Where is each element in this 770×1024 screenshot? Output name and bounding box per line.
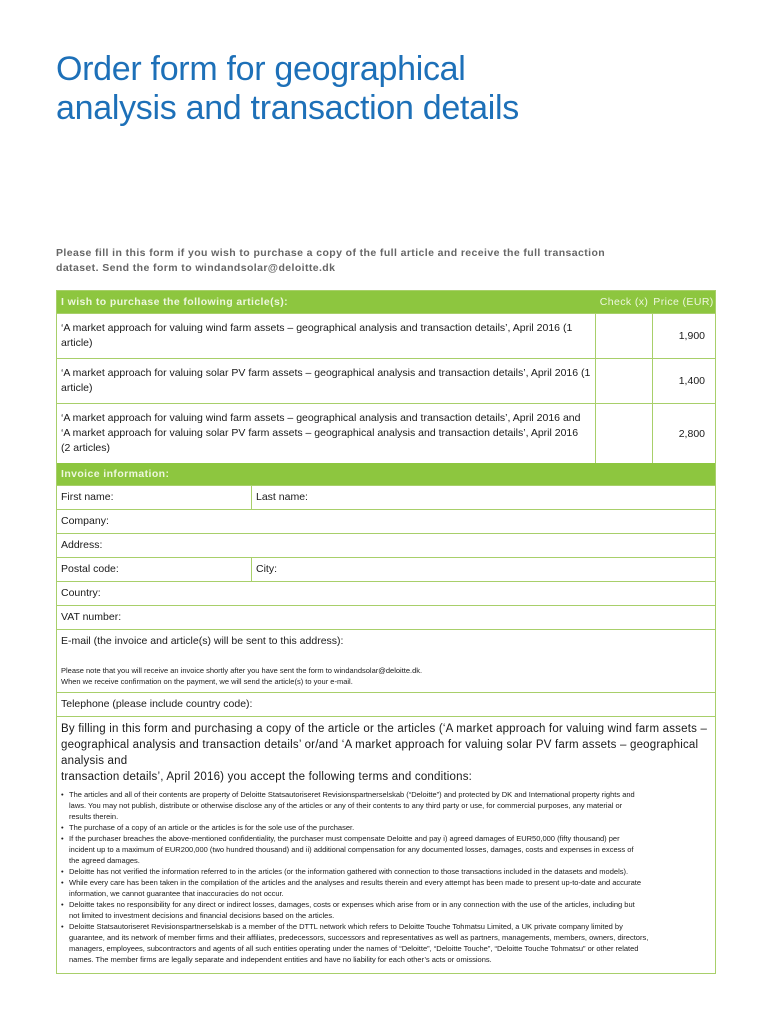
- first-name-field[interactable]: First name:: [57, 486, 252, 509]
- article-check-box-both[interactable]: [595, 404, 652, 463]
- address-row: [57, 533, 715, 557]
- terms-item: [61, 833, 711, 866]
- city-field[interactable]: City:: [256, 563, 277, 575]
- terms-item-line: • Deloitte Statsautoriseret Revisionspartnerselskab is a member of the DTTL network which refers to Deloitte Touche Tohmatsu Limited, a UK private company limited by: [69, 922, 623, 931]
- terms-item-line: managers, employees, subcontractors and agents of all such entities operating under the names of “Deloitte”, “Deloitte Touche”, “Deloitte Touche Tohmatsu” or other related: [69, 944, 639, 953]
- article-check-box-wind[interactable]: [595, 314, 652, 358]
- order-form: [56, 290, 716, 974]
- page-title: [56, 50, 519, 128]
- vat-number-field[interactable]: VAT number:: [61, 611, 122, 623]
- country-field[interactable]: Country:: [61, 587, 101, 599]
- terms-item-line: • While every care has been taken in the compilation of the articles and the analyses and results therein and every attempt has been made to present up-to-date and accurate: [69, 878, 642, 887]
- terms-item: [61, 899, 711, 921]
- article-description: [57, 404, 595, 463]
- terms-item-line: • Deloitte takes no responsibility for any direct or indirect losses, damages, costs or expenses which arise from or in any connection with the use of the articles, including but: [69, 900, 635, 909]
- article-description-line: (2 articles): [61, 442, 111, 454]
- intro-line-2: dataset. Send the form to windandsolar@deloitte.dk: [56, 262, 336, 274]
- article-description: [57, 359, 595, 403]
- terms-item-line: laws. You may not publish, distribute or otherwise disclose any of the articles or any of their contents to any third party or use, for commercial purposes, any material or: [69, 801, 623, 810]
- name-row: [57, 485, 715, 509]
- last-name-field[interactable]: Last name:: [256, 491, 308, 503]
- check-column-header: Check (x): [599, 296, 649, 308]
- terms-item-line: • The purchase of a copy of an article or the articles is for the sole use of the purchaser.: [69, 823, 355, 832]
- invoice-note: [57, 653, 715, 692]
- article-description-line: ‘A market approach for valuing solar PV farm assets – geographical analysis and transaction details’, April 2016 (1 article): [61, 367, 591, 394]
- terms-intro: [61, 721, 711, 785]
- terms-item-line: the agreed damages.: [69, 856, 140, 865]
- article-price: 1,900: [652, 314, 715, 358]
- price-column-header: Price (EUR): [653, 296, 714, 308]
- company-row: [57, 509, 715, 533]
- terms-item-line: • The articles and all of their contents are property of Deloitte Statsautoriseret Revisionspartnerselskab (“Deloitte”) and protected by DK and International property rights and: [69, 790, 635, 799]
- terms-item-line: guarantee, and its network of member firms and their affiliates, predecessors, successors and representatives as well as partners, managements, members, owners, directors,: [69, 933, 649, 942]
- terms-item: [61, 866, 711, 877]
- terms-intro-line: By filling in this form and purchasing a copy of the article or the articles (‘A market approach for valuing wind farm assets –: [61, 723, 708, 735]
- email-field[interactable]: E-mail (the invoice and article(s) will be sent to this address):: [61, 635, 344, 647]
- article-price: 2,800: [652, 404, 715, 463]
- terms-item-line: • If the purchaser breaches the above-mentioned confidentiality, the purchaser must compensate Deloitte and pay i) agreed damages of EUR50,000 (fifty thousand) per: [69, 834, 620, 843]
- company-field[interactable]: Company:: [61, 515, 109, 527]
- terms-item: [61, 822, 711, 833]
- invoice-note-line: Please note that you will receive an invoice shortly after you have sent the form to windandsolar@deloitte.dk.: [61, 666, 423, 675]
- terms-intro-line: transaction details’, April 2016) you accept the following terms and conditions:: [61, 771, 473, 783]
- terms-item-line: results therein.: [69, 812, 119, 821]
- telephone-row: [57, 692, 715, 716]
- telephone-field[interactable]: Telephone (please include country code):: [61, 698, 253, 710]
- terms-item-line: names. The member firms are legally separate and independent entities and have no liability for each other’s acts or omissions.: [69, 955, 492, 964]
- terms-intro-line: geographical analysis and transaction details’ or/and ‘A market approach for valuing solar PV farm assets – geographical analysis and: [61, 739, 699, 767]
- terms-item-line: not limited to investment decisions and financial decisions based on the articles.: [69, 911, 335, 920]
- article-description-line: ‘A market approach for valuing solar PV farm assets – geographical analysis and transaction details’, April 2016: [61, 427, 579, 439]
- article-row-both: [57, 403, 715, 463]
- terms-item-line: • Deloitte has not verified the information referred to in the articles (or the information gathered with connection to those transactions included in the datasets and models).: [69, 867, 629, 876]
- invoice-note-line: When we receive confirmation on the payment, we will send the article(s) to your e-mail.: [61, 677, 353, 686]
- articles-header: [57, 291, 715, 313]
- terms-item-line: incident up to a maximum of EUR200,000 (two hundred thousand) and ii) additional compensation for any documented losses, damages, costs and expenses in excess of: [69, 845, 634, 854]
- terms-item-line: information, we cannot guarantee that inaccuracies do not occur.: [69, 889, 284, 898]
- article-price: 1,400: [652, 359, 715, 403]
- terms-item: [61, 789, 711, 822]
- article-description: [57, 314, 595, 358]
- country-row: [57, 581, 715, 605]
- invoice-header: Invoice information:: [57, 463, 715, 485]
- intro-text: [56, 246, 616, 276]
- terms-item: [61, 877, 711, 899]
- address-field[interactable]: Address:: [61, 539, 103, 551]
- vat-row: [57, 605, 715, 629]
- article-row-solar: [57, 358, 715, 403]
- terms-section: [57, 716, 715, 973]
- article-row-wind: [57, 313, 715, 358]
- terms-item: [61, 921, 711, 965]
- postal-city-row: [57, 557, 715, 581]
- article-check-box-solar[interactable]: [595, 359, 652, 403]
- article-description-line: ‘A market approach for valuing wind farm assets – geographical analysis and transaction details’, April 2016 (1 article): [61, 322, 573, 349]
- intro-line-1: Please fill in this form if you wish to purchase a copy of the full article and receive the full transaction: [56, 247, 606, 259]
- title-line-2: analysis and transaction details: [56, 89, 519, 127]
- email-row: [57, 629, 715, 692]
- terms-list: [61, 789, 711, 965]
- postal-code-field[interactable]: Postal code:: [57, 558, 252, 581]
- article-description-line: ‘A market approach for valuing wind farm assets – geographical analysis and transaction details’, April 2016 and: [61, 412, 581, 424]
- title-line-1: Order form for geographical: [56, 50, 466, 88]
- articles-header-label: I wish to purchase the following article(s):: [61, 296, 289, 308]
